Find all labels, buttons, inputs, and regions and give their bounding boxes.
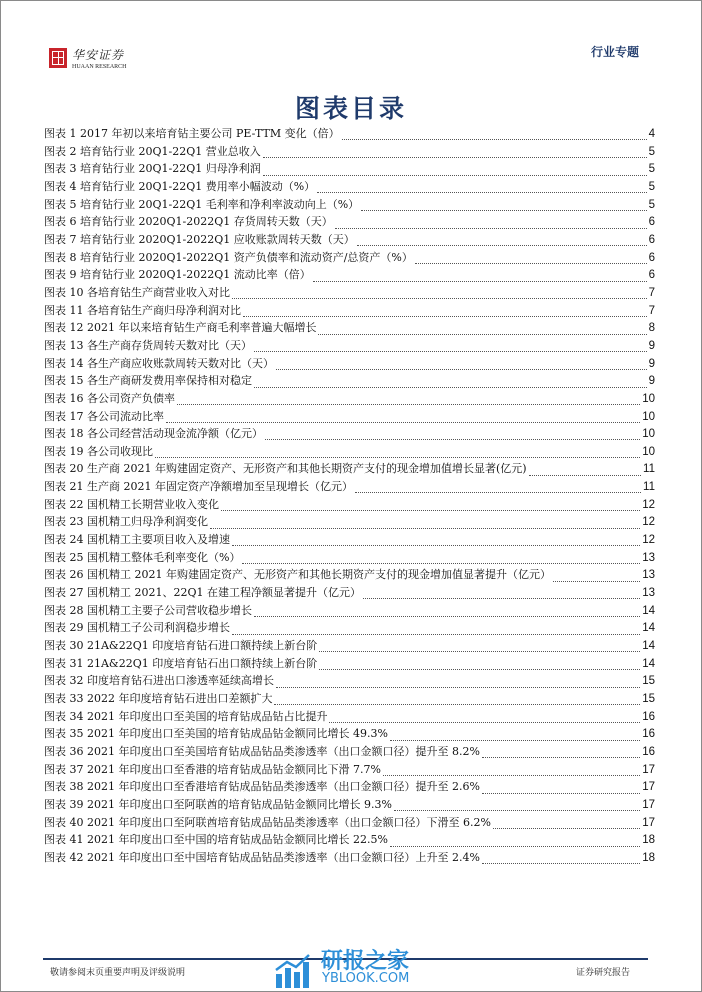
toc-entry[interactable] [44, 708, 655, 726]
toc-entry-label[interactable]: 图表 34 2021 年印度出口至美国的培育钻成品钻占比提升 [44, 709, 328, 723]
toc-leader-dots [254, 341, 647, 352]
toc-entry[interactable] [44, 637, 655, 655]
toc-entry[interactable] [44, 266, 655, 284]
toc-leader-dots [390, 836, 640, 847]
toc-entry-label[interactable]: 图表 24 国机精工主要项目收入及增速 [44, 533, 230, 547]
toc-entry-page[interactable]: 16 [642, 745, 655, 758]
toc-leader-dots [265, 429, 640, 440]
toc-entry[interactable] [44, 778, 655, 796]
toc-entry-page[interactable]: 12 [642, 534, 655, 547]
toc-leader-dots [276, 359, 647, 370]
toc-leader-dots [263, 165, 647, 176]
toc-leader-dots [221, 500, 640, 511]
toc-entry[interactable] [44, 337, 655, 355]
toc-entry[interactable] [44, 196, 655, 214]
toc-entry[interactable] [44, 602, 655, 620]
toc-leader-dots [232, 535, 640, 546]
toc-leader-dots [232, 624, 640, 635]
toc-entry-label[interactable]: 图表 9 培育钻行业 2020Q1-2022Q1 流动比率（倍） [44, 268, 311, 282]
toc-entry[interactable] [44, 690, 655, 708]
toc-leader-dots [232, 288, 647, 299]
toc-leader-dots [319, 641, 640, 652]
toc-entry[interactable] [44, 831, 655, 849]
toc-entry-label[interactable]: 图表 7 培育钻行业 2020Q1-2022Q1 应收账款周转天数（天） [44, 232, 355, 246]
toc-entry-label[interactable]: 图表 28 国机精工主要子公司营收稳步增长 [44, 603, 252, 617]
toc-entry-page[interactable]: 13 [642, 551, 655, 564]
toc-entry-page[interactable]: 5 [648, 163, 655, 176]
toc-entry-page[interactable]: 10 [642, 445, 655, 458]
toc-entry-label[interactable]: 图表 16 各公司资产负债率 [44, 391, 175, 405]
toc-entry-page[interactable]: 17 [642, 763, 655, 776]
toc-entry[interactable] [44, 284, 655, 302]
toc-entry-page[interactable]: 5 [648, 145, 655, 158]
toc-leader-dots [254, 606, 640, 617]
toc-leader-dots [155, 447, 640, 458]
toc-leader-dots [361, 200, 646, 211]
toc-entry-label[interactable]: 图表 1 2017 年初以来培育钻主要公司 PE-TTM 变化（倍） [44, 127, 340, 140]
toc-entry-label[interactable]: 图表 40 2021 年印度出口至阿联酋培育钻成品钻品类渗透率（出口金额口径）下滑至 6.2% [44, 815, 491, 829]
toc-entry-label[interactable]: 图表 13 各生产商存货周转天数对比（天） [44, 338, 252, 352]
toc-entry[interactable] [44, 408, 655, 426]
toc-entry[interactable] [44, 125, 655, 143]
toc-leader-dots [274, 694, 640, 705]
toc-entry-page[interactable]: 7 [648, 304, 655, 317]
toc-entry-label[interactable]: 图表 31 21A&22Q1 印度培育钻石出口额持续上新台阶 [44, 656, 318, 670]
toc-entry-page[interactable]: 15 [642, 675, 655, 688]
toc-leader-dots [363, 588, 640, 599]
toc-entry-label[interactable]: 图表 14 各生产商应收账款周转天数对比（天） [44, 356, 274, 370]
toc-entry[interactable] [44, 443, 655, 461]
toc-entry[interactable] [44, 655, 655, 673]
toc-entry-label[interactable]: 图表 3 培育钻行业 20Q1-22Q1 归母净利润 [44, 162, 261, 176]
toc-entry-label[interactable]: 图表 19 各公司收现比 [44, 444, 153, 458]
toc-entry-label[interactable]: 图表 18 各公司经营活动现金流净额（亿元） [44, 427, 263, 441]
toc-entry[interactable] [44, 319, 655, 337]
toc-entry-label[interactable]: 图表 27 国机精工 2021、22Q1 在建工程净额显著提升（亿元） [44, 586, 361, 600]
toc-entry-label[interactable]: 图表 12 2021 年以来培育钻生产商毛利率普遍大幅增长 [44, 321, 317, 335]
toc-entry-page[interactable]: 13 [642, 587, 655, 600]
footer-disclaimer: 敬请参阅末页重要声明及评级说明 [50, 968, 186, 978]
toc-entry-page[interactable]: 6 [648, 216, 655, 229]
brand-name-cn: 华安证券 [72, 48, 125, 62]
toc-entry[interactable] [44, 425, 655, 443]
toc-entry[interactable] [44, 814, 655, 832]
toc-entry[interactable] [44, 231, 655, 249]
toc-leader-dots [313, 271, 647, 282]
toc-entry-page[interactable]: 18 [642, 834, 655, 847]
toc-entry[interactable] [44, 249, 655, 267]
toc-leader-dots [529, 465, 641, 476]
toc-entry-label[interactable]: 图表 11 各培育钻生产商归母净利润对比 [44, 303, 241, 317]
table-of-figures [44, 125, 655, 867]
toc-entry[interactable] [44, 302, 655, 320]
toc-entry-page[interactable]: 7 [648, 286, 655, 299]
toc-leader-dots [242, 553, 640, 564]
toc-entry-page[interactable]: 10 [642, 410, 655, 423]
toc-entry-label[interactable]: 图表 35 2021 年印度出口至美国的培育钻成品钻金额同比增长 49.3% [44, 727, 388, 741]
toc-entry[interactable] [44, 725, 655, 743]
toc-entry[interactable] [44, 372, 655, 390]
toc-entry-page[interactable]: 12 [642, 516, 655, 529]
watermark-text-cn: 研报之家 [321, 949, 410, 974]
toc-leader-dots [166, 412, 640, 423]
toc-entry-page[interactable]: 14 [642, 640, 655, 653]
toc-entry[interactable] [44, 761, 655, 779]
toc-leader-dots [482, 853, 640, 864]
toc-entry-page[interactable]: 9 [648, 339, 655, 352]
toc-entry-page[interactable]: 14 [642, 604, 655, 617]
toc-entry[interactable] [44, 566, 655, 584]
toc-leader-dots [335, 218, 647, 229]
toc-entry-label[interactable]: 图表 8 培育钻行业 2020Q1-2022Q1 资产负债率和流动资产/总资产（%） [44, 250, 413, 264]
toc-leader-dots [383, 765, 640, 776]
toc-entry-page[interactable]: 4 [648, 128, 655, 140]
toc-entry[interactable] [44, 619, 655, 637]
toc-entry[interactable] [44, 213, 655, 231]
toc-leader-dots [243, 306, 647, 317]
toc-leader-dots [329, 712, 640, 723]
toc-entry-page[interactable]: 17 [642, 798, 655, 811]
toc-leader-dots [482, 783, 640, 794]
toc-leader-dots [482, 747, 640, 758]
toc-entry-page[interactable]: 15 [642, 693, 655, 705]
toc-entry-label[interactable]: 图表 6 培育钻行业 2020Q1-2022Q1 存货周转天数（天） [44, 215, 333, 229]
section-tag: 行业专题 [591, 45, 640, 59]
toc-entry-label[interactable]: 图表 26 国机精工 2021 年购建固定资产、无形资产和其他长期资产支付的现金增加值显著提升（亿元） [44, 568, 551, 582]
toc-entry-label[interactable]: 图表 41 2021 年印度出口至中国的培育钻成品钻金额同比增长 22.5% [44, 833, 388, 847]
toc-leader-dots [319, 659, 640, 670]
toc-leader-dots [553, 571, 640, 582]
toc-entry-label[interactable]: 图表 5 培育钻行业 20Q1-22Q1 毛利率和净利率波动向上（%） [44, 197, 360, 211]
toc-entry-page[interactable]: 8 [648, 322, 655, 335]
toc-entry-page[interactable]: 5 [648, 180, 655, 193]
toc-entry[interactable] [44, 549, 655, 567]
watermark [275, 944, 435, 990]
toc-entry-label[interactable]: 图表 42 2021 年印度出口至中国培育钻成品钻品类渗透率（出口金额口径）上升至 2.4% [44, 850, 480, 864]
toc-entry-label[interactable]: 图表 38 2021 年印度出口至香港培育钻成品钻品类渗透率（出口金额口径）提升至 2.6% [44, 780, 480, 794]
toc-entry-page[interactable]: 16 [642, 728, 655, 741]
toc-leader-dots [342, 129, 647, 140]
toc-entry[interactable] [44, 584, 655, 602]
toc-leader-dots [263, 147, 647, 158]
toc-leader-dots [210, 518, 640, 529]
toc-entry-page[interactable]: 17 [642, 781, 655, 794]
toc-entry[interactable] [44, 496, 655, 514]
toc-entry-label[interactable]: 图表 36 2021 年印度出口至美国培育钻成品钻品类渗透率（出口金额口径）提升至 8.2% [44, 744, 480, 758]
toc-entry-page[interactable]: 9 [648, 357, 655, 370]
page-title: 图表目录 [294, 94, 407, 123]
toc-entry-page[interactable]: 14 [642, 622, 655, 635]
toc-leader-dots [493, 818, 640, 829]
toc-entry-label[interactable]: 图表 29 国机精工子公司利润稳步增长 [44, 621, 230, 635]
toc-leader-dots [355, 482, 641, 493]
toc-entry-page[interactable]: 11 [643, 463, 655, 476]
toc-entry[interactable] [44, 478, 655, 496]
toc-entry-label[interactable]: 图表 25 国机精工整体毛利率变化（%） [44, 550, 241, 564]
toc-entry[interactable] [44, 743, 655, 761]
toc-entry[interactable] [44, 160, 655, 178]
toc-entry-page[interactable]: 17 [642, 816, 655, 829]
toc-entry-label[interactable]: 图表 21 生产商 2021 年固定资产净额增加至呈现增长（亿元） [44, 480, 353, 494]
footer-report-type: 证券研究报告 [576, 968, 631, 978]
toc-entry[interactable] [44, 355, 655, 373]
toc-entry-label[interactable]: 图表 30 21A&22Q1 印度培育钻石进口额持续上新台阶 [44, 639, 318, 653]
toc-entry[interactable] [44, 849, 655, 867]
toc-leader-dots [415, 253, 647, 264]
toc-entry[interactable] [44, 531, 655, 549]
bar-chart-growth-icon [275, 954, 311, 988]
toc-entry-page[interactable]: 10 [642, 428, 655, 441]
toc-entry-page[interactable]: 12 [642, 498, 655, 511]
toc-leader-dots [318, 324, 646, 335]
toc-entry-page[interactable]: 6 [648, 269, 655, 282]
toc-entry[interactable] [44, 460, 655, 478]
toc-leader-dots [276, 677, 640, 688]
watermark-text-en: YBLOOK.COM [322, 971, 410, 986]
toc-entry-label[interactable]: 图表 33 2022 年印度培育钻石进出口差额扩大 [44, 692, 273, 705]
toc-entry[interactable] [44, 672, 655, 690]
huaan-logo-icon [49, 48, 67, 68]
toc-entry[interactable] [44, 390, 655, 408]
toc-entry-label[interactable]: 图表 39 2021 年印度出口至阿联酋的培育钻成品钻金额同比增长 9.3% [44, 797, 392, 811]
toc-entry-page[interactable]: 9 [648, 375, 655, 388]
toc-leader-dots [317, 182, 646, 193]
brand-name-en: HUAAN RESEARCH [72, 64, 127, 70]
toc-entry-label[interactable]: 图表 2 培育钻行业 20Q1-22Q1 营业总收入 [44, 144, 261, 158]
toc-entry-page[interactable]: 6 [648, 233, 655, 246]
toc-entry-page[interactable]: 6 [648, 251, 655, 264]
toc-entry-label[interactable]: 图表 23 国机精工归母净利润变化 [44, 515, 208, 529]
toc-leader-dots [254, 377, 647, 388]
toc-entry-label[interactable]: 图表 15 各生产商研发费用率保持相对稳定 [44, 374, 252, 388]
toc-leader-dots [357, 235, 647, 246]
toc-entry-label[interactable]: 图表 17 各公司流动比率 [44, 409, 164, 423]
toc-entry[interactable] [44, 178, 655, 196]
toc-entry-label[interactable]: 图表 37 2021 年印度出口至香港的培育钻成品钻金额同比下滑 7.7% [44, 762, 381, 776]
toc-entry-page[interactable]: 18 [642, 851, 655, 864]
toc-leader-dots [177, 394, 640, 405]
toc-entry-label[interactable]: 图表 32 印度培育钻石进出口渗透率延续高增长 [44, 674, 274, 688]
toc-entry-page[interactable]: 14 [642, 657, 655, 670]
toc-entry-page[interactable]: 10 [642, 392, 655, 405]
toc-entry-label[interactable]: 图表 22 国机精工长期营业收入变化 [44, 497, 219, 511]
toc-entry-page[interactable]: 16 [642, 710, 655, 723]
toc-leader-dots [390, 730, 640, 741]
toc-entry-label[interactable]: 图表 4 培育钻行业 20Q1-22Q1 费用率小幅波动（%） [44, 179, 316, 193]
toc-entry[interactable] [44, 796, 655, 814]
toc-entry-page[interactable]: 13 [642, 569, 655, 582]
toc-entry-label[interactable]: 图表 10 各培育钻生产商营业收入对比 [44, 285, 230, 299]
toc-entry-page[interactable]: 11 [643, 481, 655, 494]
toc-leader-dots [394, 800, 640, 811]
toc-entry[interactable] [44, 513, 655, 531]
toc-entry-label[interactable]: 图表 20 生产商 2021 年购建固定资产、无形资产和其他长期资产支付的现金增加值增长显著(亿元) [44, 462, 527, 476]
toc-entry[interactable] [44, 143, 655, 161]
toc-entry-page[interactable]: 5 [648, 198, 655, 211]
